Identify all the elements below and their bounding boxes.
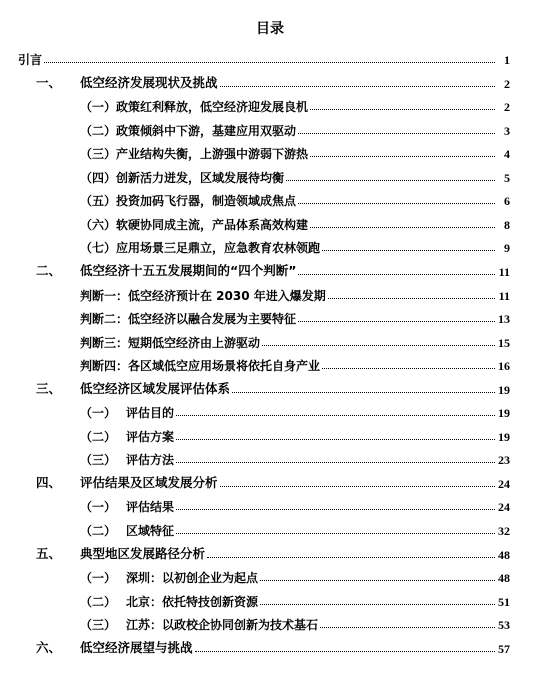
dot-leader <box>262 345 495 346</box>
toc-entry[interactable] <box>80 142 510 160</box>
toc-entry-number: 一、 <box>36 75 62 91</box>
toc-entry[interactable] <box>80 354 510 372</box>
toc-title: 目录 <box>256 21 284 37</box>
toc-entry-page-number: 19 <box>498 429 510 444</box>
toc-entry-label: 深圳：以初创企业为起点 <box>126 571 259 586</box>
dot-leader <box>298 203 495 204</box>
toc-entry[interactable] <box>80 566 510 584</box>
dot-leader <box>220 486 495 487</box>
toc-entry-page-number: 19 <box>498 382 510 397</box>
toc-entry[interactable] <box>80 119 510 137</box>
toc-entry-label: 评估方案 <box>126 429 175 444</box>
dot-leader <box>310 156 495 157</box>
toc-entry-page-number: 9 <box>504 241 510 256</box>
dot-leader <box>176 533 495 534</box>
toc-entry-page-number: 2 <box>504 76 510 91</box>
toc-entry[interactable] <box>80 401 510 419</box>
toc-entry[interactable] <box>80 236 510 254</box>
toc-entry-page-number: 15 <box>498 335 510 350</box>
toc-entry-label: 江苏：以政校企协同创新为技术基石 <box>126 618 319 633</box>
toc-entry[interactable] <box>80 166 510 184</box>
toc-entry-label: 北京：依托特技创新资源 <box>126 594 259 609</box>
toc-entry-number: （二） <box>80 429 117 444</box>
toc-entry-label: 判断三：短期低空经济由上游驱动 <box>80 335 261 350</box>
toc-entry-page-number: 8 <box>504 217 510 232</box>
toc-entry-number: 三、 <box>36 381 62 397</box>
toc-entry-label: 判断一：低空经济预计在 2030 年进入爆发期 <box>80 288 326 303</box>
toc-entry[interactable] <box>36 472 510 490</box>
toc-entry-page-number: 3 <box>504 123 510 138</box>
dot-leader <box>260 580 495 581</box>
toc-entry-page-number: 57 <box>498 641 510 656</box>
toc-entry[interactable] <box>80 613 510 631</box>
toc-entry-label: 低空经济区域发展评估体系 <box>80 381 231 397</box>
toc-entry-number: 二、 <box>36 263 62 279</box>
toc-entry-page-number: 11 <box>498 288 510 303</box>
toc-entry-page-number: 53 <box>498 618 510 633</box>
dot-leader <box>286 180 495 181</box>
toc-entry[interactable] <box>80 284 510 302</box>
toc-entry[interactable] <box>36 543 510 561</box>
dot-leader <box>310 109 495 110</box>
toc-entry-page-number: 19 <box>498 406 510 421</box>
toc-entry-label: （四）创新活力迸发，区域发展待均衡 <box>80 170 285 185</box>
dot-leader <box>298 274 495 275</box>
toc-entry-label: 判断二：低空经济以融合发展为主要特征 <box>80 312 297 327</box>
toc-entry[interactable] <box>36 637 510 655</box>
toc-entry[interactable] <box>80 213 510 231</box>
toc-entry[interactable] <box>80 95 510 113</box>
toc-entry-label: 评估目的 <box>126 406 175 421</box>
toc-entry-label: 低空经济发展现状及挑战 <box>80 75 218 91</box>
dot-leader <box>176 415 495 416</box>
toc-entry-page-number: 48 <box>498 547 510 562</box>
toc-entry-number: （三） <box>80 618 117 633</box>
toc-entry-page-number: 16 <box>498 359 510 374</box>
toc-entry[interactable] <box>36 72 510 90</box>
toc-entry-label: （七）应用场景三足鼎立，应急教育农林领跑 <box>80 241 321 256</box>
toc-entry-label: （五）投资加码飞行器，制造领域成焦点 <box>80 194 297 209</box>
toc-entry-label: 典型地区发展路径分析 <box>80 546 206 562</box>
dot-leader <box>310 227 495 228</box>
toc-entry-number: 六、 <box>36 640 62 656</box>
toc-entry-number: （二） <box>80 524 117 538</box>
toc-entry[interactable] <box>80 307 510 325</box>
toc-entry-page-number: 11 <box>498 264 510 279</box>
dot-leader <box>176 462 495 463</box>
toc-entry-label: 低空经济展望与挑战 <box>80 640 193 656</box>
dot-leader <box>176 509 495 510</box>
toc-entry-label: （六）软硬协同成主流，产品体系高效构建 <box>80 217 309 232</box>
toc-entry[interactable] <box>80 189 510 207</box>
toc-entry-label: （一）政策红利释放，低空经济迎发展良机 <box>80 100 309 115</box>
toc-entry-page-number: 5 <box>504 170 510 185</box>
toc-entry-page-number: 48 <box>498 571 510 586</box>
toc-entry[interactable] <box>36 260 510 278</box>
toc-entry[interactable] <box>18 48 510 66</box>
dot-leader <box>320 627 495 628</box>
toc-entry-page-number: 1 <box>504 53 510 67</box>
toc-entry-number: 四、 <box>36 475 62 491</box>
toc-entry-number: （二） <box>80 594 117 609</box>
toc-entry-page-number: 51 <box>498 594 510 609</box>
toc-entry-number: （一） <box>80 500 117 515</box>
dot-leader <box>220 86 495 87</box>
dot-leader <box>322 368 495 369</box>
dot-leader <box>44 62 495 63</box>
toc-entry[interactable] <box>36 378 510 396</box>
toc-entry-page-number: 13 <box>498 312 510 327</box>
toc-entry-number: （三） <box>80 453 117 468</box>
dot-leader <box>260 604 495 605</box>
toc-entry[interactable] <box>80 448 510 466</box>
toc-entry-label: 评估方法 <box>126 453 175 468</box>
dot-leader <box>176 439 495 440</box>
toc-entry-label: 引言 <box>18 53 43 67</box>
toc-entry-page-number: 32 <box>498 524 510 538</box>
toc-entry-page-number: 4 <box>504 147 510 162</box>
toc-entry-number: （一） <box>80 571 117 586</box>
dot-leader <box>322 250 495 251</box>
dot-leader <box>207 557 495 558</box>
toc-entry[interactable] <box>80 425 510 443</box>
toc-entry-label: 判断四：各区域低空应用场景将依托自身产业 <box>80 359 321 374</box>
toc-entry-page-number: 2 <box>504 100 510 115</box>
toc-entry-page-number: 24 <box>498 476 510 491</box>
toc-entry-label: （三）产业结构失衡，上游强中游弱下游热 <box>80 147 309 162</box>
toc-entry[interactable] <box>80 331 510 349</box>
toc-entry[interactable] <box>80 495 510 513</box>
toc-entry-number: （一） <box>80 406 117 421</box>
dot-leader <box>195 651 495 652</box>
toc-entry-number: 五、 <box>36 546 62 562</box>
dot-leader <box>298 133 495 134</box>
dot-leader <box>298 321 495 322</box>
toc-entry-page-number: 24 <box>498 500 510 515</box>
toc-entry[interactable] <box>80 519 510 537</box>
dot-leader <box>232 392 495 393</box>
toc-entry-label: 评估结果 <box>126 500 175 515</box>
toc-entry[interactable] <box>80 590 510 608</box>
toc-entry-label: 区域特征 <box>126 524 175 538</box>
toc-entry-label: 评估结果及区域发展分析 <box>80 475 218 491</box>
dot-leader <box>328 298 495 299</box>
toc-entry-label: （二）政策倾斜中下游，基建应用双驱动 <box>80 123 297 138</box>
toc-entry-page-number: 23 <box>498 453 510 468</box>
toc-entry-page-number: 6 <box>504 194 510 209</box>
toc-entry-label: 低空经济十五五发展期间的“四个判断” <box>80 263 297 279</box>
